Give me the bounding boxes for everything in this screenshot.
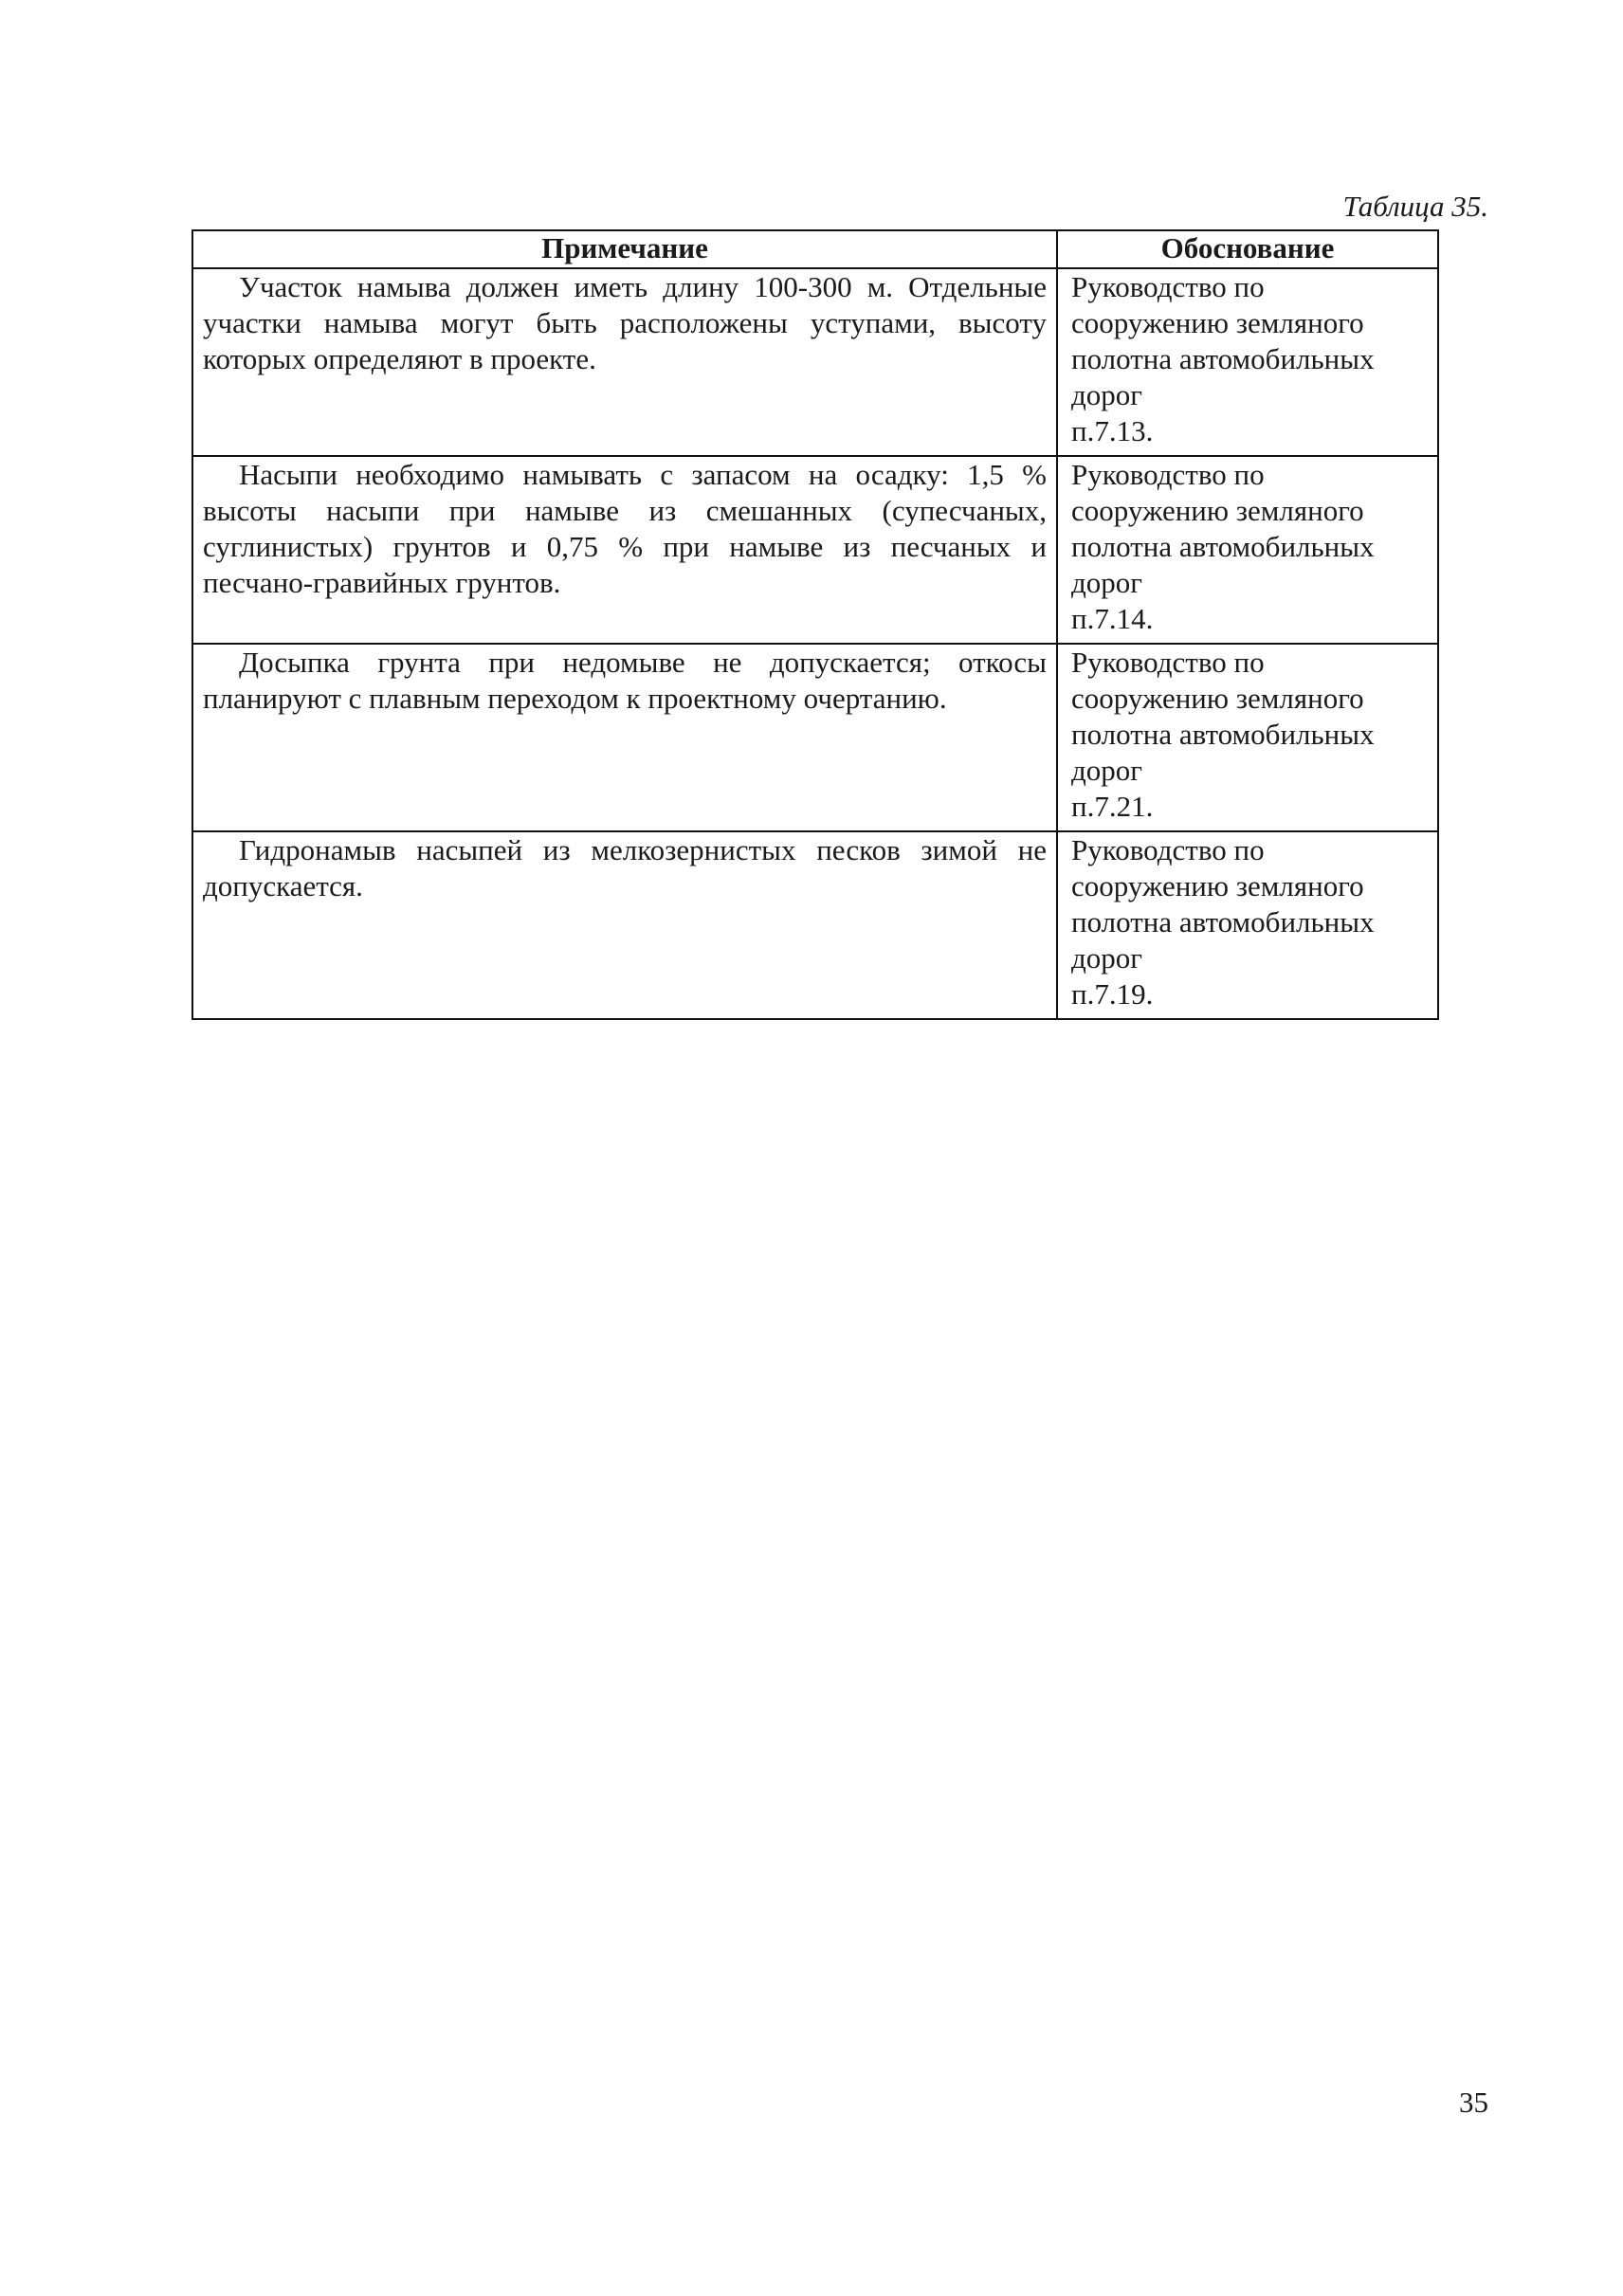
note-cell: [192, 268, 1057, 456]
table-row: [192, 644, 1438, 831]
table-row: [192, 831, 1438, 1019]
basis-cell: [1057, 456, 1438, 644]
basis-cell: [1057, 644, 1438, 831]
note-text: Насыпи необходимо намывать с запасом на осадку: 1,5 % высоты насыпи при намыве из смешанных (супесчаных, суглинистых) грунтов и 0,75 % при намыве из песчаных и песчано-гравийных грунтов.: [203, 458, 1047, 599]
basis-text: Руководство по сооружению земляного полотна автомобильных дорог п.7.21.: [1071, 646, 1375, 823]
header-basis: Обоснование: [1057, 230, 1438, 268]
table-header-row: [192, 230, 1438, 268]
basis-cell: [1057, 831, 1438, 1019]
header-note: Примечание: [192, 230, 1057, 268]
note-cell: [192, 831, 1057, 1019]
requirements-table: [191, 229, 1439, 1020]
note-text: Гидронамыв насыпей из мелкозернистых песков зимой не допускается.: [203, 833, 1047, 902]
note-cell: [192, 456, 1057, 644]
table-row: [192, 268, 1438, 456]
page-number: 35: [1459, 2086, 1488, 2119]
basis-text: Руководство по сооружению земляного полотна автомобильных дорог п.7.14.: [1071, 458, 1375, 635]
basis-text: Руководство по сооружению земляного полотна автомобильных дорог п.7.19.: [1071, 833, 1375, 1011]
basis-cell: [1057, 268, 1438, 456]
table-row: [192, 456, 1438, 644]
basis-text: Руководство по сооружению земляного полотна автомобильных дорог п.7.13.: [1071, 270, 1375, 447]
note-text: Участок намыва должен иметь длину 100-300 м. Отдельные участки намыва могут быть расположены уступами, высоту которых определяют в проекте.: [203, 270, 1047, 375]
table-caption: Таблица 35.: [1342, 190, 1488, 223]
note-text: Досыпка грунта при недомыве не допускается; откосы планируют с плавным переходом к проектному очертанию.: [203, 646, 1047, 715]
note-cell: [192, 644, 1057, 831]
